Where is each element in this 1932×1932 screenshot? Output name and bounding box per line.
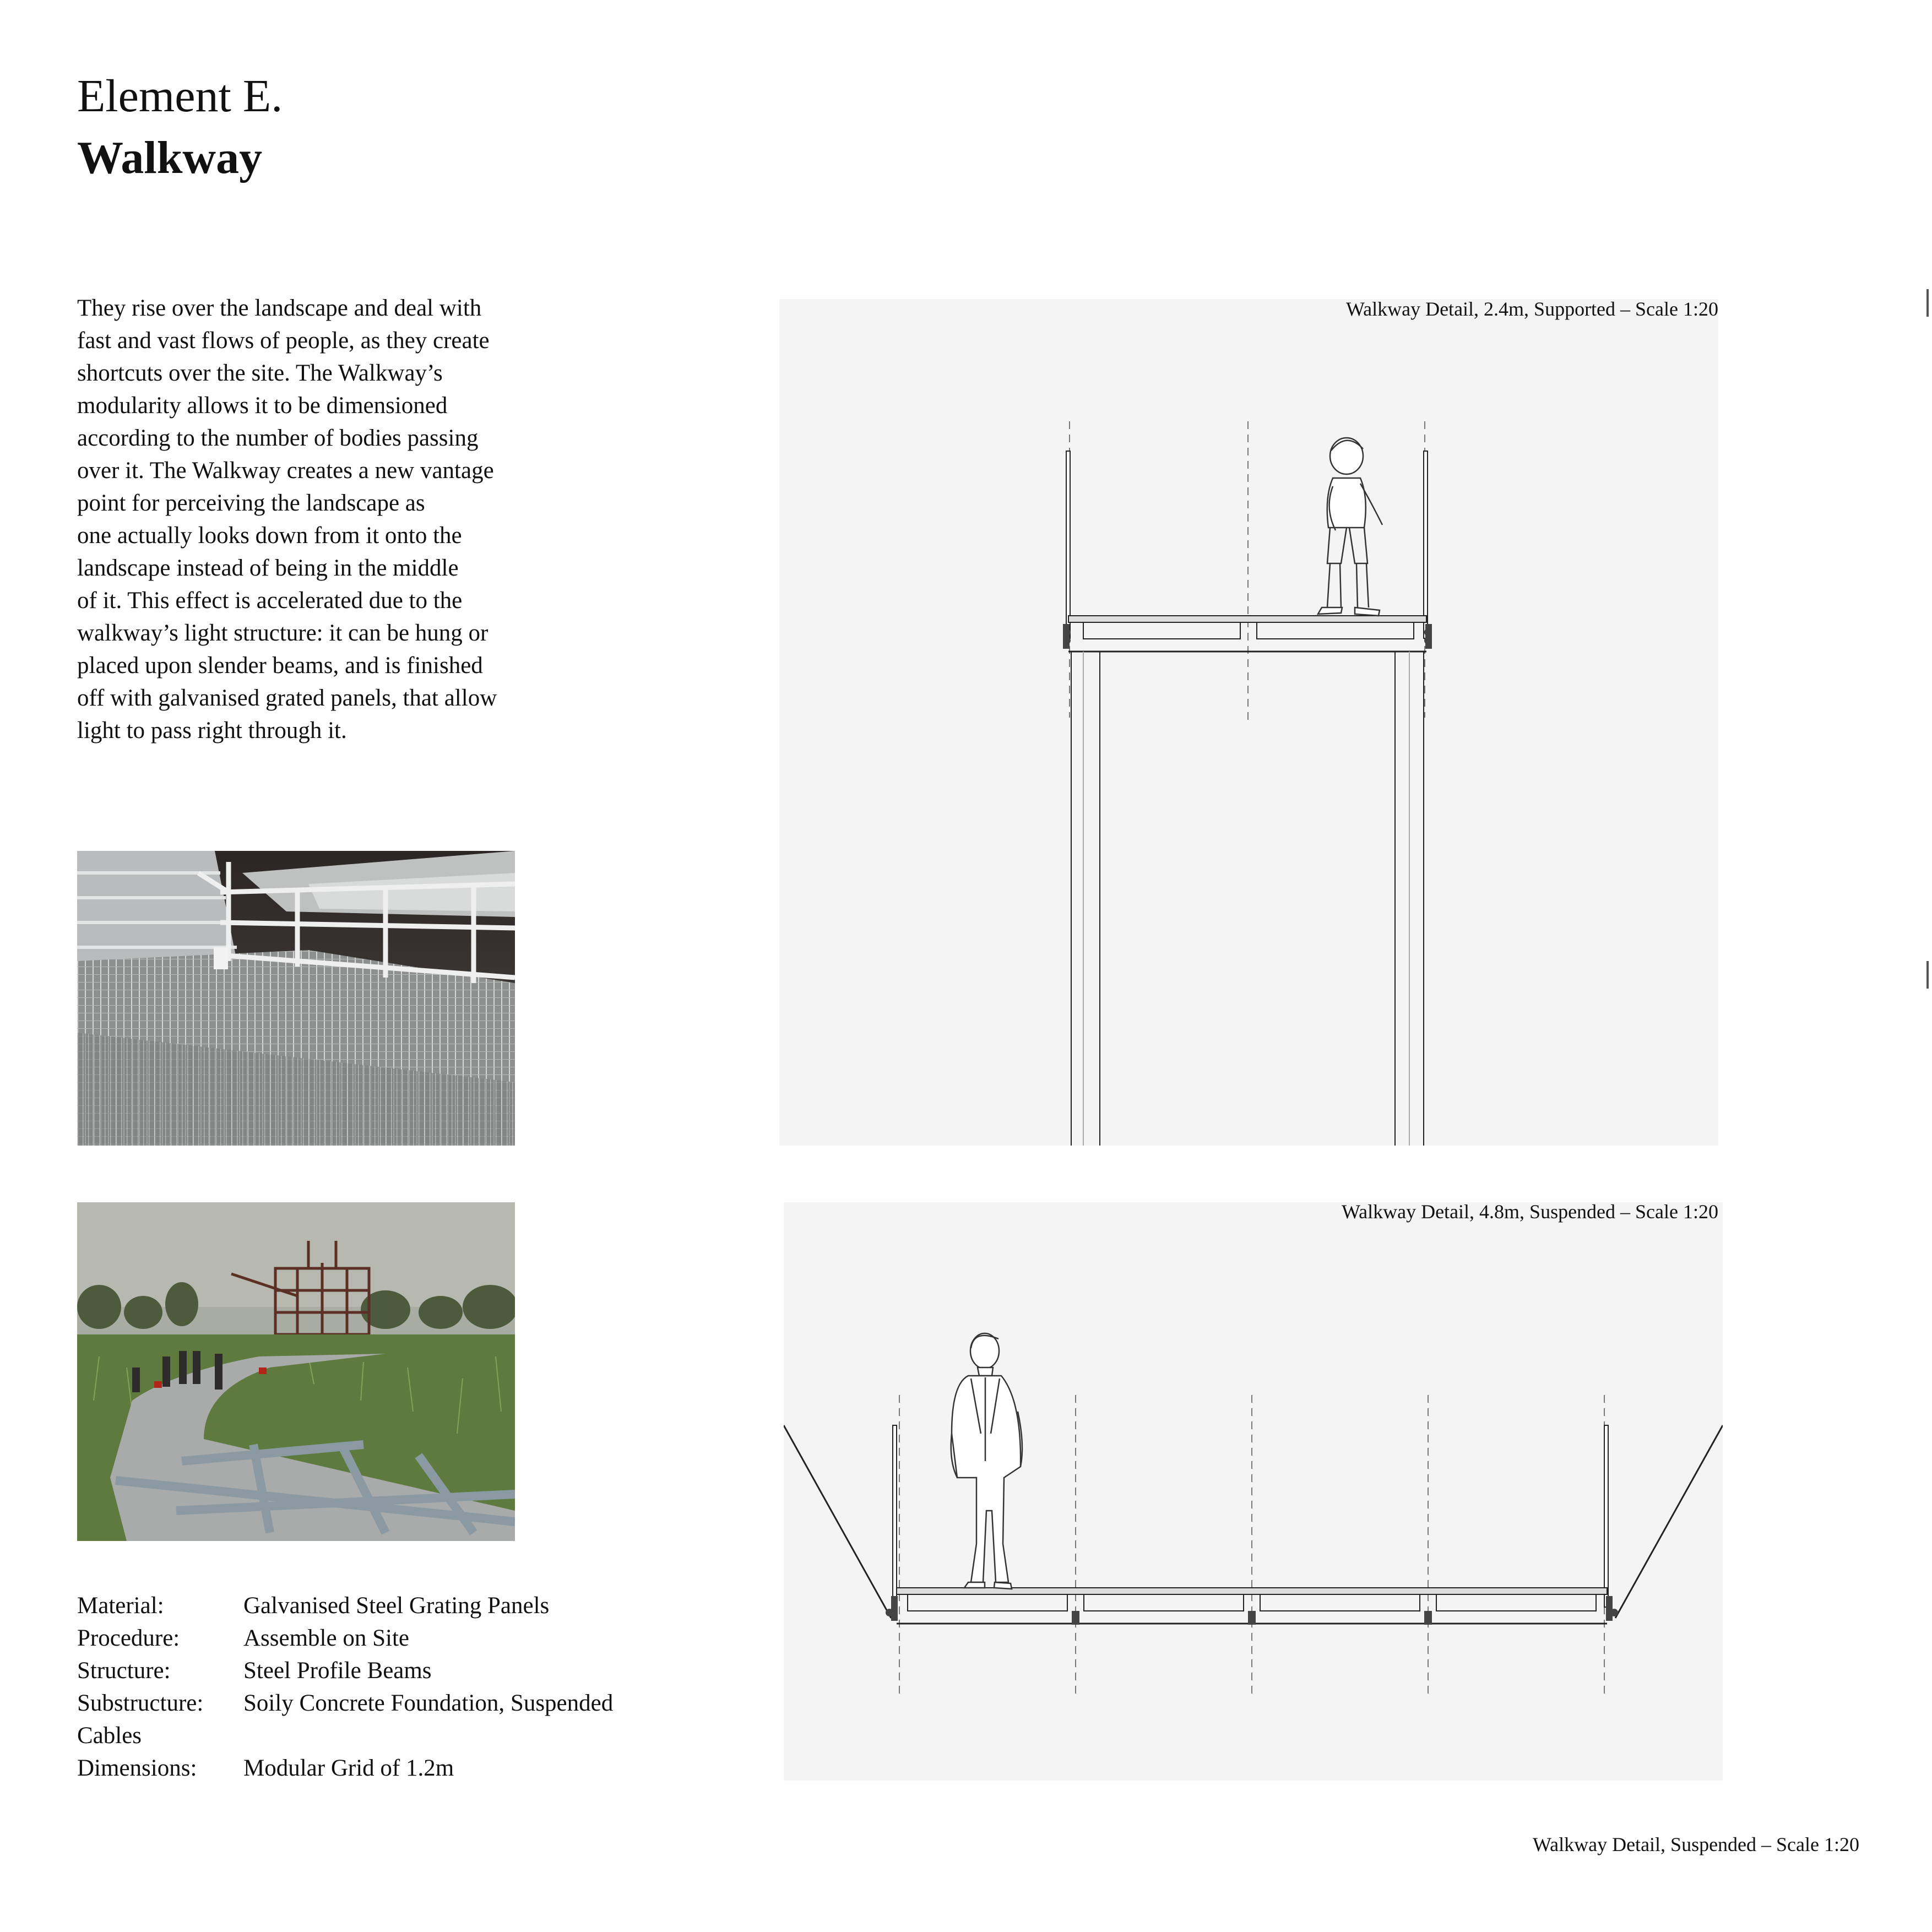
spec-value: Modular Grid of 1.2m bbox=[243, 1755, 454, 1781]
description-line: placed upon slender beams, and is finished bbox=[77, 653, 483, 679]
construction-field-photo bbox=[77, 1202, 515, 1541]
spec-label: Procedure: bbox=[77, 1625, 180, 1651]
supported-detail-drawing bbox=[779, 299, 1718, 1146]
description-paragraph bbox=[77, 292, 534, 747]
description-line: landscape instead of being in the middle bbox=[77, 555, 459, 581]
description-line: point for perceiving the landscape as bbox=[77, 490, 425, 516]
edge-tick-mark bbox=[1926, 961, 1929, 989]
description-line: off with galvanised grated panels, that allow bbox=[77, 685, 497, 711]
description-line: light to pass right through it. bbox=[77, 718, 347, 744]
description-line: They rise over the landscape and deal with bbox=[77, 295, 482, 321]
suspended-detail-caption: Walkway Detail, 4.8m, Suspended – Scale 1:20 bbox=[1342, 1201, 1718, 1223]
spec-label: Substructure: bbox=[77, 1690, 204, 1716]
description-line: over it. The Walkway creates a new vantage bbox=[77, 458, 494, 484]
spec-label: Material: bbox=[77, 1593, 164, 1619]
description-line: shortcuts over the site. The Walkway’s bbox=[77, 360, 443, 386]
spec-value: Assemble on Site bbox=[243, 1625, 409, 1651]
spec-label: Dimensions: bbox=[77, 1755, 197, 1781]
footer-caption: Walkway Detail, Suspended – Scale 1:20 bbox=[1533, 1833, 1859, 1855]
description-line: modularity allows it to be dimensioned bbox=[77, 393, 448, 419]
supported-detail-caption: Walkway Detail, 2.4m, Supported – Scale 1:20 bbox=[1346, 298, 1718, 320]
spec-value: Galvanised Steel Grating Panels bbox=[243, 1593, 550, 1619]
description-line: according to the number of bodies passing bbox=[77, 425, 479, 451]
spec-label: Cables bbox=[77, 1723, 142, 1749]
spec-label: Structure: bbox=[77, 1658, 171, 1684]
grating-walkway-photo bbox=[77, 851, 515, 1146]
page-title: Walkway bbox=[77, 132, 263, 183]
suspended-detail-drawing bbox=[784, 1202, 1723, 1781]
description-line: of it. This effect is accelerated due to the bbox=[77, 588, 463, 614]
edge-tick-mark bbox=[1926, 289, 1929, 317]
description-line: fast and vast flows of people, as they create bbox=[77, 328, 490, 354]
description-line: one actually looks down from it onto the bbox=[77, 523, 462, 549]
spec-value: Soily Concrete Foundation, Suspended bbox=[243, 1690, 614, 1716]
element-label: Element E. bbox=[77, 70, 283, 122]
description-line: walkway’s light structure: it can be hung or bbox=[77, 620, 489, 646]
spec-value: Steel Profile Beams bbox=[243, 1658, 432, 1684]
